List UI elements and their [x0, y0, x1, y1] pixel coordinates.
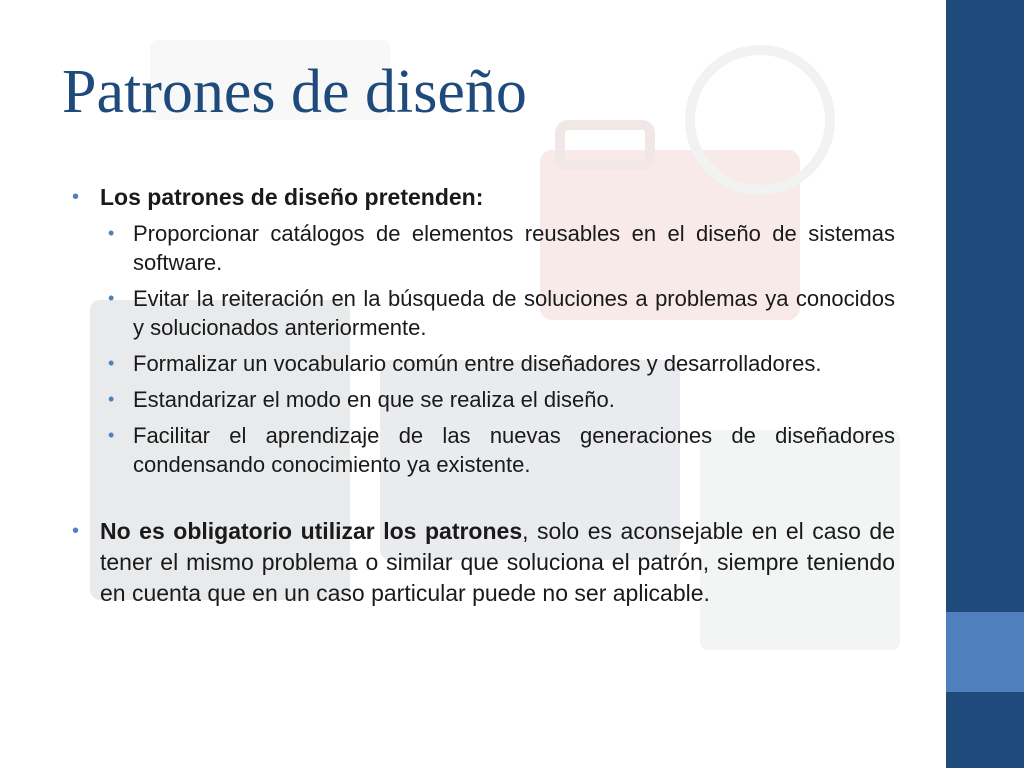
bullet-rest-text: , solo es aconsejable en el caso de tener el mismo problema o similar que soluciona el patrón, siempre teniendo en cuenta que en un caso particular puede no ser aplicable. — [100, 518, 895, 606]
bullet-text: Los patrones de diseño pretenden: — [100, 184, 484, 210]
bullet-icon: • — [108, 223, 115, 243]
spacer — [72, 486, 895, 516]
sub-bullet-item — [72, 385, 895, 414]
side-bar-light — [946, 612, 1024, 692]
sub-bullet-item — [72, 349, 895, 378]
sub-bullet-item — [72, 284, 895, 342]
bullet-icon: • — [108, 389, 115, 409]
bullet-icon: • — [72, 186, 80, 208]
bullet-strong-text: No es obligatorio utilizar los patrones — [100, 518, 523, 544]
bullet-item — [72, 516, 895, 609]
sub-bullet-text: Estandarizar el modo en que se realiza el diseño. — [133, 387, 615, 412]
bullet-icon: • — [108, 288, 115, 308]
bullet-item — [72, 182, 895, 213]
slide-content — [72, 182, 895, 609]
sub-bullet-text: Facilitar el aprendizaje de las nuevas generaciones de diseñadores condensando conocimiento ya existente. — [133, 423, 895, 477]
bullet-icon: • — [108, 425, 115, 445]
slide-title: Patrones de diseño — [62, 58, 527, 126]
sub-bullet-item — [72, 421, 895, 479]
sub-bullet-list — [72, 219, 895, 479]
bullet-icon: • — [108, 353, 115, 373]
sub-bullet-text: Proporcionar catálogos de elementos reusables en el diseño de sistemas software. — [133, 221, 895, 275]
sub-bullet-item — [72, 219, 895, 277]
bullet-icon: • — [72, 520, 80, 542]
sub-bullet-text: Formalizar un vocabulario común entre diseñadores y desarrolladores. — [133, 351, 822, 376]
sub-bullet-text: Evitar la reiteración en la búsqueda de soluciones a problemas ya conocidos y solucionados anteriormente. — [133, 286, 895, 340]
